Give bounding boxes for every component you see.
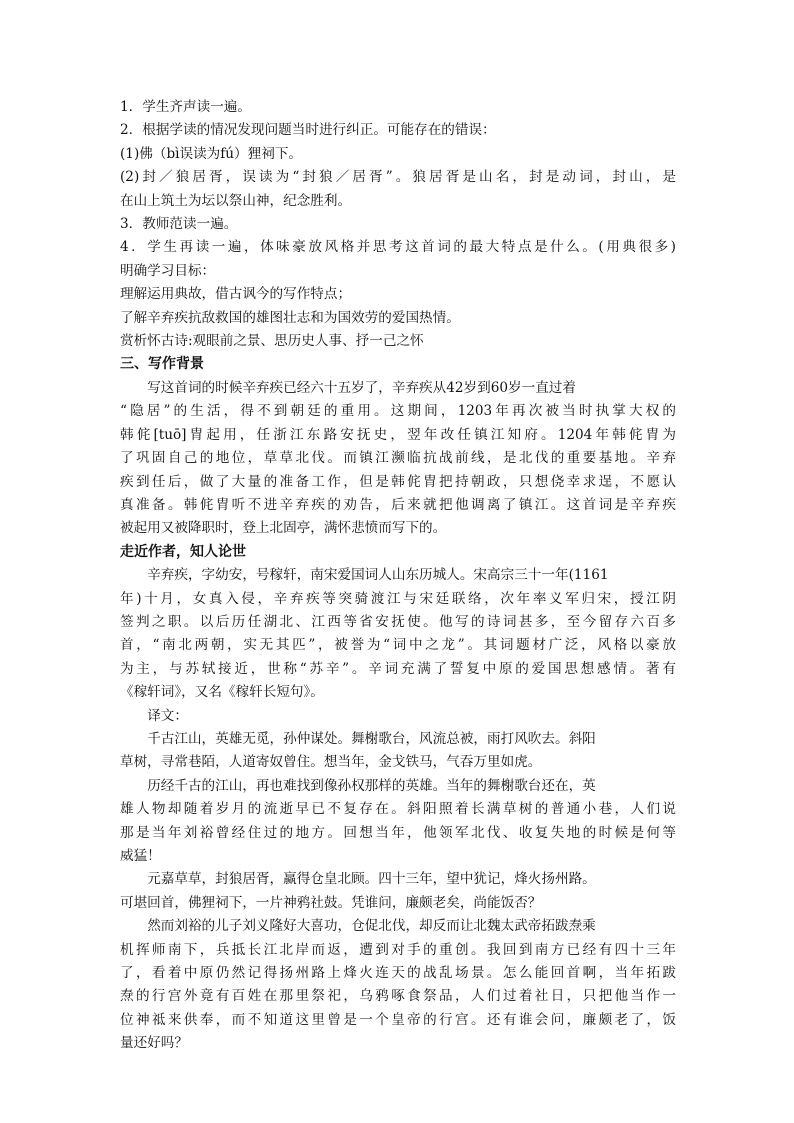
text-line: 年)十月，女真入侵，辛弃疾等突骑渡江与宋廷联络，次年率义军归宋，授江阴 [120, 590, 676, 607]
text-line: 1．学生齐声读一遍。 [120, 99, 251, 115]
text-line: (1)佛（bì误读为fú）狸祠下。 [120, 145, 303, 162]
text-line: 疾到任后，做了大量的准备工作，但是韩侂胄把持朝政，只想侥幸求逞，不愿认 [120, 473, 676, 490]
text-line: 被起用又被降职时，登上北固亭，满怀悲愤而写下的。 [120, 520, 447, 537]
text-line: 雄人物却随着岁月的流逝早已不复存在。斜阳照着长满草树的普通小巷，人们说 [120, 801, 676, 818]
text-line: 可堪回首，佛狸祠下，一片神鸦社鼓。凭谁问，廉颇老矣，尚能饭否？ [120, 894, 542, 911]
text-line: 了解辛弃疾抗敌救国的雄图壮志和为国效劳的爱国热情。 [120, 309, 460, 326]
text-line: 写这首词的时候辛弃疾已经六十五岁了，辛弃疾从42岁到60岁一直过着 [147, 379, 576, 396]
text-line: 位神祗来供奉，而不知道这里曾是一个皇帝的行宫。还有谁会问，廉颇老了，饭 [120, 1011, 676, 1028]
text-line: 译文： [147, 707, 188, 724]
text-line: 签判之职。以后历任湖北、江西等省安抚使。他写的诗词甚多，至今留存六百多 [120, 613, 676, 630]
text-line: 量还好吗？ [120, 1035, 188, 1052]
text-line: 元嘉草草，封狼居胥，赢得仓皇北顾。四十三年，望中犹记，烽火扬州路。 [147, 871, 596, 888]
text-line: 千古江山，英雄无觅，孙仲谋处。舞榭歌台，风流总被，雨打风吹去。斜阳 [147, 730, 596, 747]
text-line: 机挥师南下，兵抵长江北岸而返，遭到对手的重创。我回到南方已经有四十三年 [120, 941, 676, 958]
text-line: 首，“南北两朝，实无其匹”，被誉为“词中之龙”。其词题材广泛，风格以豪放 [120, 637, 676, 654]
text-line: 3．教师范读一遍。 [120, 216, 238, 233]
text-line: 赏析怀古诗:观眼前之景、思历史人事、抒一己之怀 [120, 333, 424, 350]
text-line: 历经千古的江山，再也难找到像孙权那样的英雄。当年的舞榭歌台还在，英 [147, 777, 596, 794]
text-line: 明确学习目标： [120, 262, 216, 279]
section-heading: 三、写作背景 [120, 356, 204, 373]
text-line: 了，看着中原仍然记得扬州路上烽火连天的战乱场景。怎么能回首啊，当年拓跋 [120, 965, 676, 982]
section-heading: 走近作者，知人论世 [120, 543, 246, 560]
text-line: 焘的行宫外竟有百姓在那里祭祀，乌鸦啄食祭品，人们过着社日，只把他当作一 [120, 988, 676, 1005]
text-line: 理解运用典故，借古讽今的写作特点； [120, 286, 352, 303]
text-line: 在山上筑土为坛以祭山神，纪念胜利。 [120, 192, 352, 209]
text-line: 2．根据学读的情况发现问题当时进行纠正。可能存在的错误： [120, 122, 496, 139]
text-line: 草树，寻常巷陌，人道寄奴曾住。想当年，金戈铁马，气吞万里如虎。 [120, 754, 542, 771]
text-line: 那是当年刘裕曾经住过的地方。回想当年，他领军北伐、收复失地的时候是何等 [120, 824, 676, 841]
document-page [120, 96, 676, 1056]
text-line: 为主，与苏轼接近，世称“苏辛”。辛词充满了誓复中原的爱国思想感情。著有 [120, 660, 676, 677]
text-line: 了巩固自己的地位，草草北伐。而镇江濒临抗战前线，是北伐的重要基地。辛弃 [120, 450, 676, 467]
text-line: “隐居”的生活，得不到朝廷的重用。这期间，1203年再次被当时执掌大权的 [120, 403, 676, 420]
text-line: 然而刘裕的儿子刘义隆好大喜功，仓促北伐，却反而让北魏太武帝拓跋焘乘 [147, 918, 596, 935]
text-line: 威猛！ [120, 848, 161, 864]
text-line: 真准备。韩侂胄听不进辛弃疾的劝告，后来就把他调离了镇江。这首词是辛弃疾 [120, 496, 676, 513]
text-line: 《稼轩词》，又名《稼轩长短句》。 [120, 684, 324, 701]
text-line: 辛弃疾，字幼安，号稼轩，南宋爱国词人山东历城人。宋高宗三十一年(1161 [147, 567, 609, 584]
text-line: 韩侂[tuō]胄起用，任浙江东路安抚史，翌年改任镇江知府。1204年韩侂胄为 [120, 426, 676, 443]
text-line: 4．学生再读一遍，体味豪放风格并思考这首词的最大特点是什么。(用典很多) [120, 239, 676, 256]
text-line: (2)封／狼居胥，误读为“封狼／居胥”。狼居胥是山名，封是动词，封山，是 [120, 169, 676, 186]
